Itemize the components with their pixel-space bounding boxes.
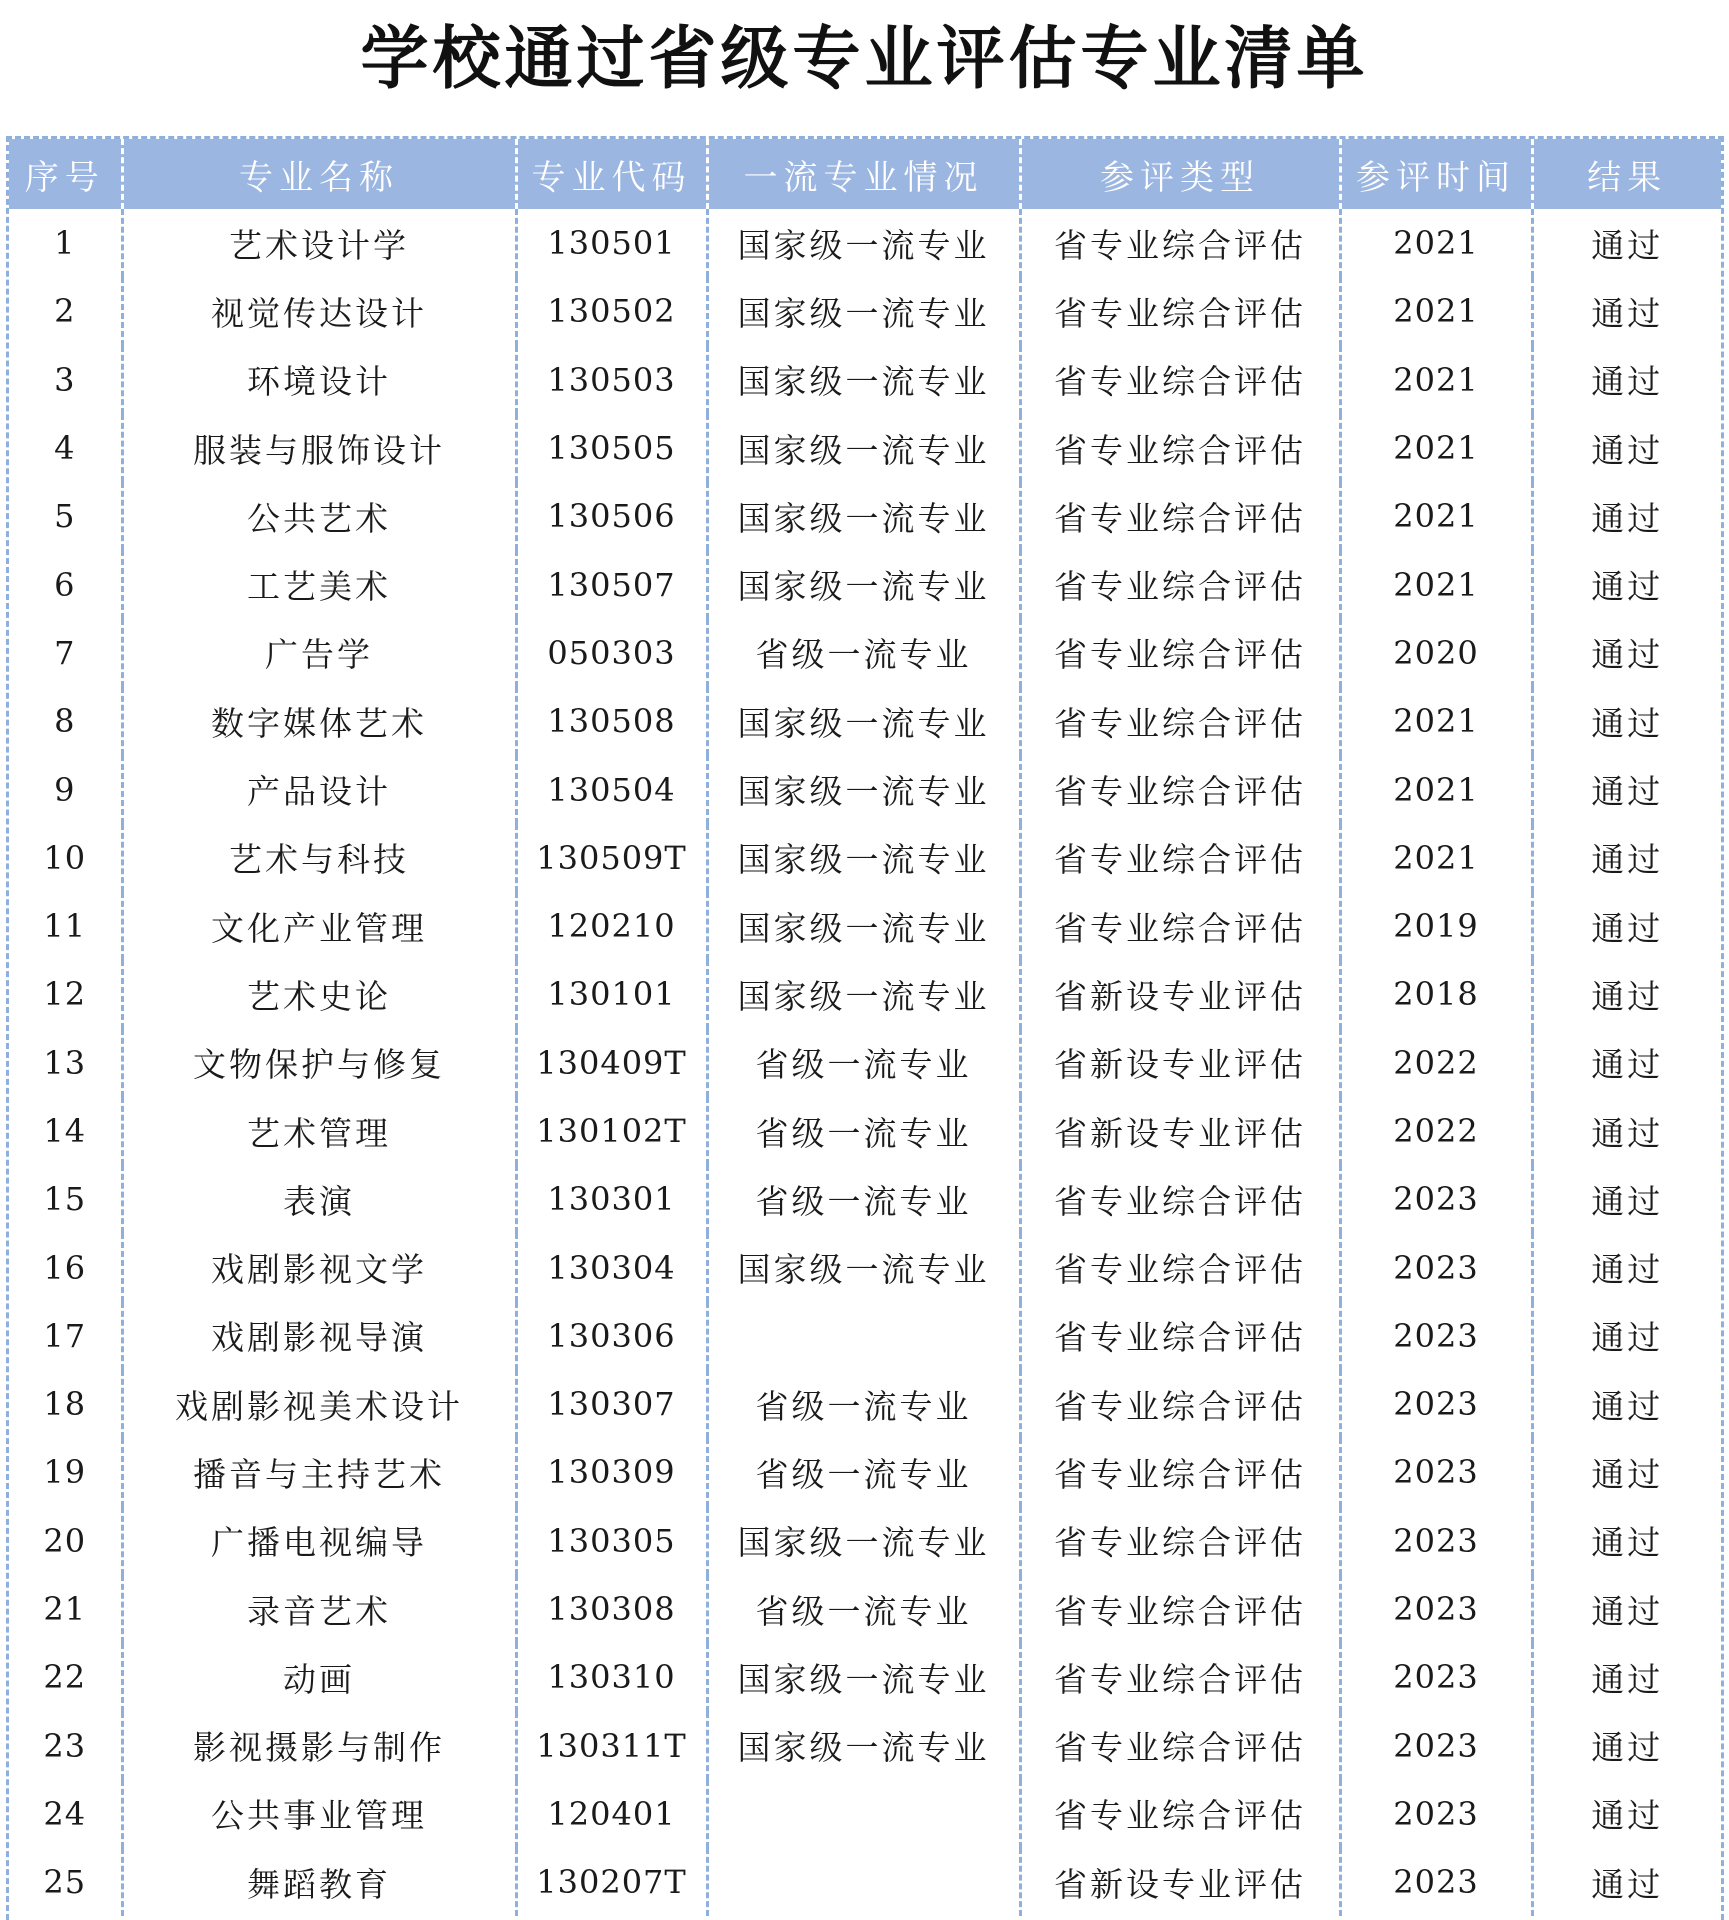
cell-major-name: 戏剧影视导演 (122, 1302, 516, 1370)
cell-serial-number: 13 (43, 1043, 87, 1082)
cell-result: 通过 (1532, 755, 1721, 823)
table-row (9, 277, 1721, 345)
cell-result: 通过 (1532, 960, 1721, 1028)
cell-major-code: 130306 (516, 1302, 707, 1370)
cell-major-code: 130102T (516, 1097, 707, 1165)
cell-first-class-status: 国家级一流专业 (707, 277, 1020, 345)
table-row (9, 1712, 1721, 1780)
cell-first-class-status: 国家级一流专业 (707, 1233, 1020, 1301)
cell-serial-number: 19 (43, 1453, 87, 1492)
cell-major-name: 公共事业管理 (122, 1780, 516, 1848)
cell-evaluation-year: 2021 (1340, 824, 1532, 892)
header-major-name: 专业名称 (122, 139, 516, 209)
cell-serial-number: 25 (43, 1863, 87, 1902)
cell-major-code: 130301 (516, 1165, 707, 1233)
cell-result: 通过 (1532, 1370, 1721, 1438)
cell-evaluation-year: 2023 (1340, 1780, 1532, 1848)
cell-evaluation-type: 省新设专业评估 (1020, 1029, 1340, 1097)
table-row (9, 1507, 1721, 1575)
cell-result: 通过 (1532, 346, 1721, 414)
cell-major-code: 130305 (516, 1507, 707, 1575)
cell-evaluation-year: 2023 (1340, 1370, 1532, 1438)
cell-result: 通过 (1532, 1712, 1721, 1780)
cell-first-class-status: 省级一流专业 (707, 1097, 1020, 1165)
table-row (9, 414, 1721, 482)
cell-evaluation-year: 2021 (1340, 755, 1532, 823)
cell-evaluation-year: 2018 (1340, 960, 1532, 1028)
cell-result: 通过 (1532, 1438, 1721, 1506)
cell-major-code: 130504 (516, 755, 707, 823)
cell-major-code: 130309 (516, 1438, 707, 1506)
cell-evaluation-year: 2021 (1340, 209, 1532, 277)
cell-evaluation-type: 省专业综合评估 (1020, 619, 1340, 687)
cell-evaluation-year: 2021 (1340, 346, 1532, 414)
cell-result: 通过 (1532, 619, 1721, 687)
cell-evaluation-type: 省专业综合评估 (1020, 687, 1340, 755)
cell-major-code: 050303 (516, 619, 707, 687)
cell-major-name: 戏剧影视文学 (122, 1233, 516, 1301)
cell-major-code: 130503 (516, 346, 707, 414)
cell-evaluation-year: 2021 (1340, 414, 1532, 482)
cell-result: 通过 (1532, 1507, 1721, 1575)
cell-major-name: 产品设计 (122, 755, 516, 823)
cell-major-code: 120401 (516, 1780, 707, 1848)
cell-evaluation-type: 省专业综合评估 (1020, 755, 1340, 823)
cell-evaluation-year: 2023 (1340, 1438, 1532, 1506)
cell-major-code: 130311T (516, 1712, 707, 1780)
cell-major-code: 130310 (516, 1643, 707, 1711)
table-row (9, 482, 1721, 550)
cell-evaluation-type: 省专业综合评估 (1020, 892, 1340, 960)
cell-evaluation-type: 省专业综合评估 (1020, 1507, 1340, 1575)
cell-major-code: 130502 (516, 277, 707, 345)
cell-evaluation-type: 省专业综合评估 (1020, 209, 1340, 277)
cell-evaluation-type: 省专业综合评估 (1020, 824, 1340, 892)
cell-major-name: 录音艺术 (122, 1575, 516, 1643)
cell-major-name: 文物保护与修复 (122, 1029, 516, 1097)
cell-evaluation-year: 2020 (1340, 619, 1532, 687)
cell-major-code: 130501 (516, 209, 707, 277)
cell-evaluation-type: 省专业综合评估 (1020, 1438, 1340, 1506)
table-row (9, 1575, 1721, 1643)
cell-major-name: 艺术设计学 (122, 209, 516, 277)
cell-major-code: 120210 (516, 892, 707, 960)
cell-first-class-status: 国家级一流专业 (707, 346, 1020, 414)
cell-first-class-status: 国家级一流专业 (707, 755, 1020, 823)
cell-serial-number: 17 (43, 1316, 87, 1355)
cell-evaluation-type: 省专业综合评估 (1020, 1302, 1340, 1370)
table-row (9, 550, 1721, 618)
cell-result: 通过 (1532, 1780, 1721, 1848)
cell-first-class-status (707, 1848, 1020, 1916)
cell-first-class-status (707, 1780, 1020, 1848)
cell-result: 通过 (1532, 1029, 1721, 1097)
cell-evaluation-year: 2021 (1340, 687, 1532, 755)
cell-evaluation-year: 2023 (1340, 1575, 1532, 1643)
cell-evaluation-year: 2022 (1340, 1097, 1532, 1165)
cell-result: 通过 (1532, 1097, 1721, 1165)
cell-serial-number: 21 (43, 1590, 87, 1629)
cell-serial-number: 18 (43, 1385, 87, 1424)
cell-evaluation-year: 2023 (1340, 1233, 1532, 1301)
cell-major-name: 播音与主持艺术 (122, 1438, 516, 1506)
cell-first-class-status: 省级一流专业 (707, 1165, 1020, 1233)
cell-major-name: 戏剧影视美术设计 (122, 1370, 516, 1438)
cell-evaluation-year: 2023 (1340, 1712, 1532, 1780)
table-row (9, 892, 1721, 960)
cell-first-class-status: 国家级一流专业 (707, 1643, 1020, 1711)
cell-evaluation-type: 省专业综合评估 (1020, 482, 1340, 550)
cell-evaluation-type: 省新设专业评估 (1020, 1097, 1340, 1165)
cell-serial-number: 23 (43, 1726, 87, 1765)
cell-first-class-status: 国家级一流专业 (707, 1507, 1020, 1575)
cell-first-class-status: 国家级一流专业 (707, 892, 1020, 960)
table-row (9, 1302, 1721, 1370)
cell-major-code: 130506 (516, 482, 707, 550)
cell-serial-number: 3 (54, 360, 76, 399)
cell-evaluation-type: 省专业综合评估 (1020, 1165, 1340, 1233)
cell-major-code: 130308 (516, 1575, 707, 1643)
cell-serial-number: 15 (43, 1180, 87, 1219)
evaluation-table (9, 139, 1721, 1916)
page-title: 学校通过省级专业评估专业清单 (360, 20, 1369, 99)
header-major-code: 专业代码 (516, 139, 707, 209)
cell-major-name: 艺术与科技 (122, 824, 516, 892)
cell-evaluation-year: 2023 (1340, 1848, 1532, 1916)
cell-major-code: 130508 (516, 687, 707, 755)
table-row (9, 1029, 1721, 1097)
table-row (9, 1233, 1721, 1301)
cell-evaluation-year: 2022 (1340, 1029, 1532, 1097)
cell-evaluation-type: 省专业综合评估 (1020, 1233, 1340, 1301)
cell-serial-number: 8 (54, 702, 76, 741)
cell-first-class-status: 国家级一流专业 (707, 482, 1020, 550)
cell-serial-number: 9 (54, 770, 76, 809)
cell-major-name: 数字媒体艺术 (122, 687, 516, 755)
cell-evaluation-type: 省新设专业评估 (1020, 1848, 1340, 1916)
cell-result: 通过 (1532, 277, 1721, 345)
cell-major-name: 广告学 (122, 619, 516, 687)
table-row (9, 209, 1721, 277)
cell-major-name: 艺术史论 (122, 960, 516, 1028)
cell-evaluation-type: 省专业综合评估 (1020, 1575, 1340, 1643)
cell-major-name: 表演 (122, 1165, 516, 1233)
cell-result: 通过 (1532, 687, 1721, 755)
cell-serial-number: 12 (43, 975, 87, 1014)
cell-major-code: 130304 (516, 1233, 707, 1301)
cell-major-name: 文化产业管理 (122, 892, 516, 960)
table-row (9, 960, 1721, 1028)
table-row (9, 1780, 1721, 1848)
cell-first-class-status: 国家级一流专业 (707, 960, 1020, 1028)
cell-major-code: 130507 (516, 550, 707, 618)
cell-evaluation-type: 省专业综合评估 (1020, 346, 1340, 414)
table-row (9, 1643, 1721, 1711)
cell-result: 通过 (1532, 1643, 1721, 1711)
cell-major-name: 工艺美术 (122, 550, 516, 618)
cell-evaluation-type: 省专业综合评估 (1020, 1370, 1340, 1438)
cell-result: 通过 (1532, 1848, 1721, 1916)
table-row (9, 1165, 1721, 1233)
cell-evaluation-year: 2021 (1340, 277, 1532, 345)
cell-major-code: 130207T (516, 1848, 707, 1916)
header-result: 结果 (1532, 139, 1721, 209)
cell-serial-number: 2 (54, 292, 76, 331)
cell-first-class-status (707, 1302, 1020, 1370)
header-serial-number: 序号 (9, 139, 122, 209)
cell-first-class-status: 国家级一流专业 (707, 550, 1020, 618)
cell-major-code: 130409T (516, 1029, 707, 1097)
header-evaluation-type: 参评类型 (1020, 139, 1340, 209)
table-row (9, 687, 1721, 755)
cell-result: 通过 (1532, 1165, 1721, 1233)
cell-serial-number: 6 (54, 565, 76, 604)
cell-serial-number: 16 (43, 1248, 87, 1287)
cell-evaluation-year: 2023 (1340, 1507, 1532, 1575)
cell-result: 通过 (1532, 550, 1721, 618)
cell-major-name: 动画 (122, 1643, 516, 1711)
cell-evaluation-type: 省新设专业评估 (1020, 960, 1340, 1028)
table-row (9, 1097, 1721, 1165)
cell-first-class-status: 国家级一流专业 (707, 209, 1020, 277)
cell-evaluation-type: 省专业综合评估 (1020, 550, 1340, 618)
cell-evaluation-year: 2019 (1340, 892, 1532, 960)
cell-serial-number: 1 (54, 224, 76, 263)
cell-evaluation-year: 2023 (1340, 1165, 1532, 1233)
cell-evaluation-year: 2023 (1340, 1302, 1532, 1370)
cell-result: 通过 (1532, 482, 1721, 550)
cell-result: 通过 (1532, 824, 1721, 892)
cell-first-class-status: 省级一流专业 (707, 1575, 1020, 1643)
cell-evaluation-type: 省专业综合评估 (1020, 1712, 1340, 1780)
table-row (9, 1370, 1721, 1438)
table-row (9, 824, 1721, 892)
cell-result: 通过 (1532, 1302, 1721, 1370)
cell-serial-number: 20 (43, 1521, 87, 1560)
cell-result: 通过 (1532, 1233, 1721, 1301)
cell-serial-number: 24 (43, 1794, 87, 1833)
cell-major-name: 公共艺术 (122, 482, 516, 550)
cell-result: 通过 (1532, 414, 1721, 482)
cell-first-class-status: 国家级一流专业 (707, 1712, 1020, 1780)
cell-first-class-status: 省级一流专业 (707, 1438, 1020, 1506)
cell-major-code: 130101 (516, 960, 707, 1028)
cell-evaluation-year: 2021 (1340, 482, 1532, 550)
evaluation-table-container (6, 136, 1724, 1920)
cell-evaluation-year: 2023 (1340, 1643, 1532, 1711)
table-row (9, 755, 1721, 823)
cell-major-name: 艺术管理 (122, 1097, 516, 1165)
cell-major-name: 舞蹈教育 (122, 1848, 516, 1916)
cell-evaluation-type: 省专业综合评估 (1020, 1643, 1340, 1711)
cell-major-code: 130307 (516, 1370, 707, 1438)
cell-first-class-status: 省级一流专业 (707, 1370, 1020, 1438)
cell-serial-number: 5 (54, 497, 76, 536)
cell-result: 通过 (1532, 209, 1721, 277)
cell-result: 通过 (1532, 892, 1721, 960)
cell-evaluation-year: 2021 (1340, 550, 1532, 618)
cell-first-class-status: 国家级一流专业 (707, 687, 1020, 755)
table-header-row (9, 139, 1721, 209)
cell-serial-number: 7 (54, 633, 76, 672)
table-body (9, 209, 1721, 1916)
cell-evaluation-type: 省专业综合评估 (1020, 277, 1340, 345)
cell-first-class-status: 省级一流专业 (707, 1029, 1020, 1097)
header-first-class-status: 一流专业情况 (707, 139, 1020, 209)
cell-major-name: 服装与服饰设计 (122, 414, 516, 482)
cell-evaluation-type: 省专业综合评估 (1020, 414, 1340, 482)
cell-serial-number: 14 (43, 1112, 87, 1150)
cell-evaluation-type: 省专业综合评估 (1020, 1780, 1340, 1848)
cell-first-class-status: 国家级一流专业 (707, 824, 1020, 892)
cell-serial-number: 11 (43, 907, 87, 946)
cell-major-name: 视觉传达设计 (122, 277, 516, 345)
table-row (9, 346, 1721, 414)
cell-result: 通过 (1532, 1575, 1721, 1643)
cell-major-name: 影视摄影与制作 (122, 1712, 516, 1780)
cell-major-name: 广播电视编导 (122, 1507, 516, 1575)
cell-major-code: 130509T (516, 824, 707, 892)
table-row (9, 1438, 1721, 1506)
header-evaluation-year: 参评时间 (1340, 139, 1532, 209)
cell-serial-number: 4 (54, 429, 76, 468)
cell-serial-number: 22 (43, 1658, 87, 1697)
cell-major-name: 环境设计 (122, 346, 516, 414)
cell-major-code: 130505 (516, 414, 707, 482)
cell-first-class-status: 省级一流专业 (707, 619, 1020, 687)
table-row (9, 1848, 1721, 1916)
table-row (9, 619, 1721, 687)
cell-first-class-status: 国家级一流专业 (707, 414, 1020, 482)
cell-serial-number: 10 (43, 838, 87, 877)
